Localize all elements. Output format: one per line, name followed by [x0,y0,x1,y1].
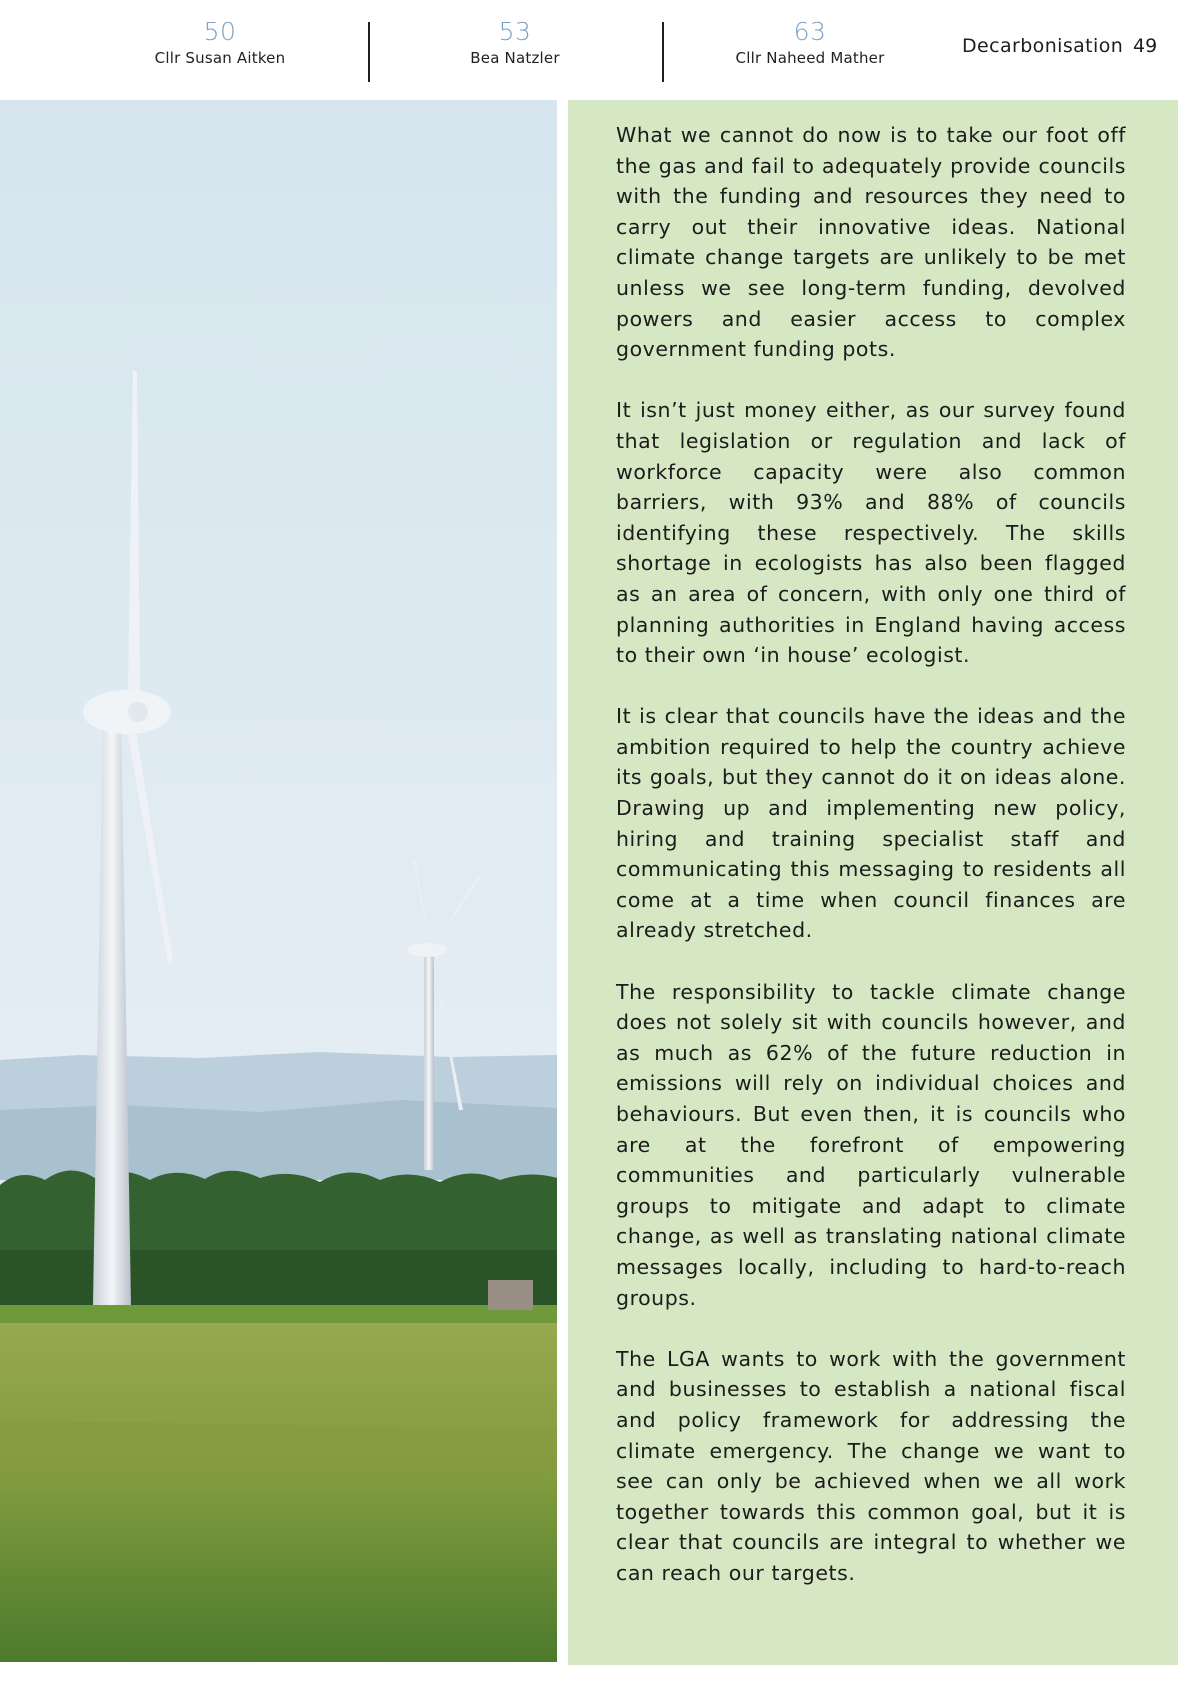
section-title: Decarbonisation [962,35,1124,57]
wind-turbines-photo [0,100,557,1662]
nav-page-number: 53 [498,17,532,46]
far-turbine-tower [424,948,434,1170]
text-panel [568,100,1178,1665]
nav-divider [368,22,370,82]
nav-person-name: Bea Natzler [470,48,560,67]
nav-page-number: 63 [793,17,827,46]
near-turbine-nacelle [83,690,171,734]
nav-link-bea-natzler[interactable] [390,18,640,67]
field-strip [0,1305,557,1323]
near-turbine-hub [128,702,148,722]
paragraph: The responsibility to tackle climate change does not solely sit with councils however, and as much as 62% of the future reduction in emissions will rely on individual choices and behaviours. But even then, it is councils who are at the forefront of empowering communities and particularly vulnerable groups to mitigate and adapt to climate change, as well as translating national climate messages locally, including to hard-to-reach groups. [616,979,1126,1310]
nav-link-cllr-susan-aitken[interactable] [95,18,345,67]
field [0,1310,557,1662]
paragraph: It is clear that councils have the ideas and the ambition required to help the country achieve its goals, but they cannot do it on ideas alone. Drawing up and implementing new policy, hiring and training specialist staff and communicating this messaging to residents all come at a time when council finances are already stretched. [616,704,1126,943]
paragraph: It isn’t just money either, as our survey found that legislation or regulation and lack of workforce capacity were also common barriers, with 93% and 88% of councils identifying these respectively. The skills shortage in ecologists has also been flagged as an area of concern, with only one third of planning authorities in England having access to their own ‘in house’ ecologist. [616,398,1126,668]
body-text [616,120,1126,1619]
nav-divider [662,22,664,82]
paragraph: What we cannot do now is to take our foot off the gas and fail to adequately provide councils with the funding and resources they need to carry out their innovative ideas. National climate change targets are unlikely to be met unless we see long-term funding, devolved powers and easier access to complex government funding pots. [616,123,1126,362]
page-number: 49 [1133,35,1158,57]
paragraph: The LGA wants to work with the government and businesses to establish a national fiscal and policy framework for addressing the climate emergency. The change we want to see can only be achieved when we all work together towards this common goal, but it is clear that councils are integral to whether we can reach our targets. [616,1346,1126,1585]
field-band [0,1420,557,1480]
small-building [488,1280,533,1310]
far-turbine-nacelle [407,943,447,957]
nav-page-number: 50 [203,17,237,46]
distant-land [0,1100,557,1180]
nav-person-name: Cllr Naheed Mather [735,48,885,67]
nav-link-cllr-naheed-mather[interactable] [685,18,935,67]
nav-person-name: Cllr Susan Aitken [154,48,286,67]
